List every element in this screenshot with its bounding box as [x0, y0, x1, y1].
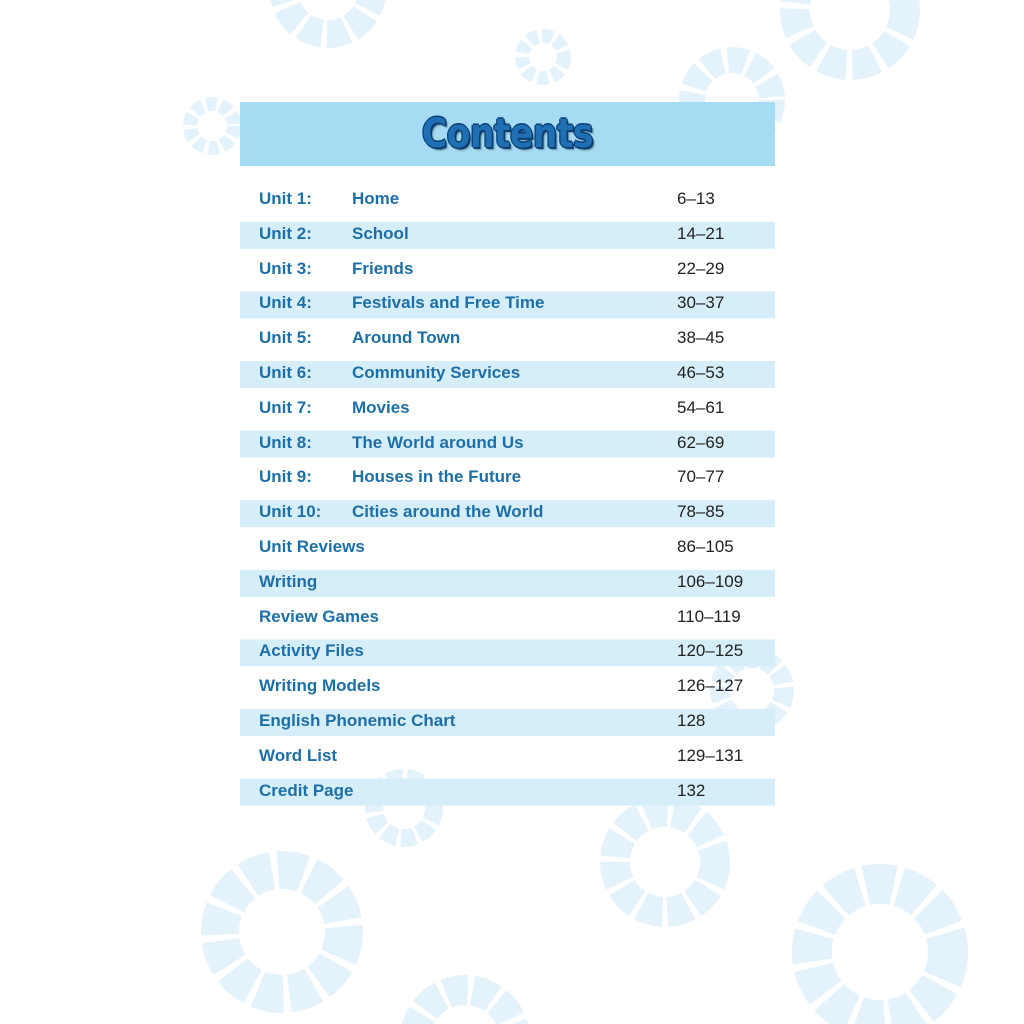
toc-row — [240, 604, 775, 630]
toc-entry-title: Houses in the Future — [352, 467, 522, 487]
toc-row — [240, 221, 775, 247]
toc-row — [240, 638, 775, 664]
toc-page-range: 86–105 — [677, 536, 734, 556]
toc-row — [240, 290, 775, 316]
toc-page-range: 30–37 — [677, 293, 725, 313]
toc-row — [240, 256, 775, 282]
toc-entry-title: Friends — [352, 258, 414, 278]
toc-entry-title: Around Town — [352, 328, 461, 348]
toc-entry-title: Movies — [352, 397, 410, 417]
toc-page-range: 54–61 — [677, 397, 725, 417]
toc-entry-title: Home — [352, 189, 400, 208]
toc-row — [240, 743, 775, 769]
toc-page-range: 46–53 — [677, 362, 725, 382]
toc-unit-label: Activity Files — [259, 641, 364, 661]
toc-unit-label: Unit 9: — [259, 467, 312, 487]
toc-row — [240, 325, 775, 351]
toc-row — [240, 569, 775, 595]
toc-unit-label: Writing — [259, 571, 318, 591]
toc-row — [240, 395, 775, 421]
toc-unit-label: Unit 7: — [259, 397, 312, 417]
toc-row — [240, 360, 775, 386]
toc-page-range: 126–127 — [677, 676, 744, 696]
toc-row — [240, 673, 775, 699]
toc-page-range: 62–69 — [677, 432, 725, 452]
toc-page-range: 22–29 — [677, 258, 725, 278]
toc-unit-label: Unit Reviews — [259, 536, 365, 556]
toc-unit-label: Unit 6: — [259, 362, 312, 382]
toc-entry-title: The World around Us — [352, 432, 524, 452]
toc-unit-label: Unit 5: — [259, 328, 312, 348]
title-banner — [240, 102, 775, 166]
toc-page-range: 128 — [677, 710, 706, 730]
page-title: Contents — [421, 111, 594, 157]
toc-unit-label: English Phonemic Chart — [259, 710, 456, 730]
toc-unit-label: Unit 8: — [259, 432, 312, 452]
toc-unit-label: Unit 1: — [259, 189, 312, 208]
toc-unit-label: Credit Page — [259, 780, 354, 800]
toc-unit-label: Word List — [259, 745, 338, 765]
toc-unit-label: Writing Models — [259, 676, 381, 696]
toc-page-range: 120–125 — [677, 641, 744, 661]
toc-unit-label: Unit 2: — [259, 223, 312, 243]
toc-page-range: 78–85 — [677, 502, 725, 522]
toc-row — [240, 186, 775, 212]
toc-entry-title: Cities around the World — [352, 502, 544, 522]
toc-page-range: 14–21 — [677, 223, 725, 243]
toc-row — [240, 430, 775, 456]
toc-row — [240, 534, 775, 560]
toc-page-range: 6–13 — [677, 189, 715, 208]
toc-page-range: 110–119 — [677, 606, 741, 626]
toc-entry-title: School — [352, 223, 409, 243]
toc-page-range: 129–131 — [677, 745, 744, 765]
toc-entry-title: Festivals and Free Time — [352, 293, 545, 313]
toc-unit-label: Review Games — [259, 606, 380, 626]
toc-unit-label: Unit 10: — [259, 502, 322, 522]
toc-row — [240, 778, 775, 804]
table-of-contents — [240, 186, 775, 812]
toc-page-range: 132 — [677, 780, 706, 800]
toc-page-range: 38–45 — [677, 328, 725, 348]
toc-unit-label: Unit 4: — [259, 293, 312, 313]
toc-row — [240, 708, 775, 734]
toc-row — [240, 499, 775, 525]
toc-row — [240, 464, 775, 490]
toc-page-range: 106–109 — [677, 571, 744, 591]
toc-entry-title: Community Services — [352, 362, 521, 382]
toc-unit-label: Unit 3: — [259, 258, 312, 278]
toc-page-range: 70–77 — [677, 467, 725, 487]
